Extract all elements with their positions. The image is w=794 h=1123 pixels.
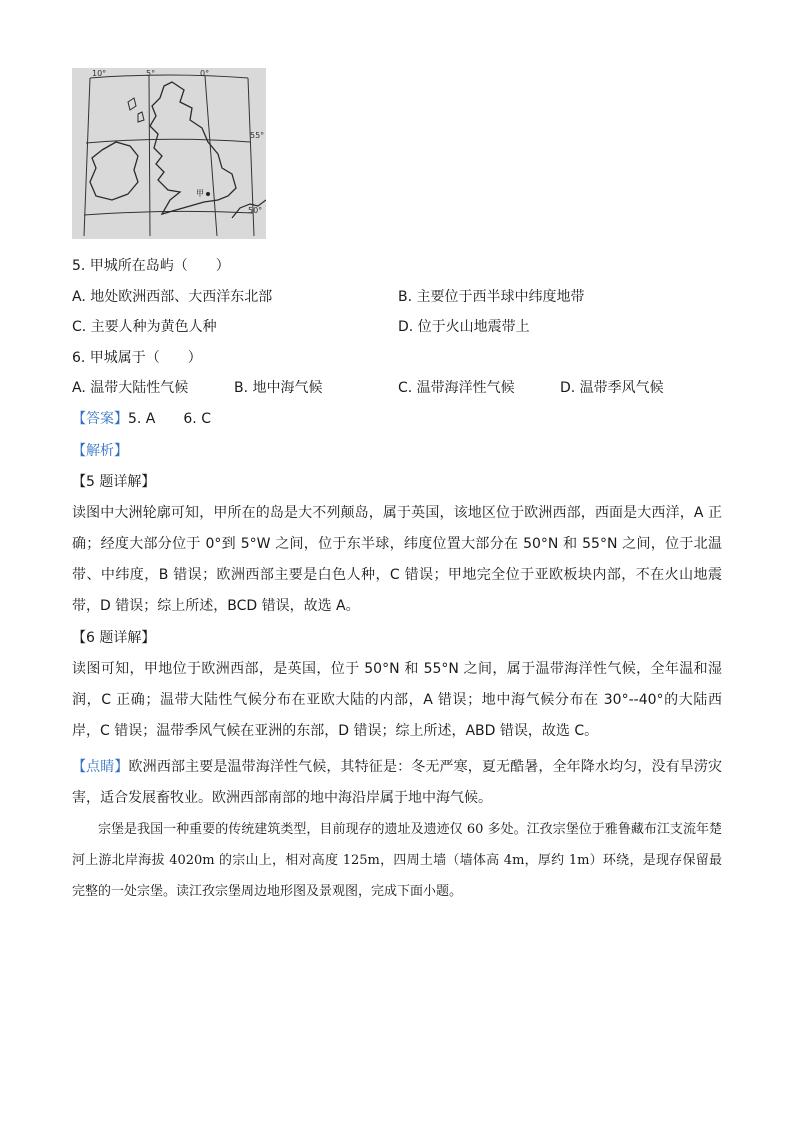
lat-label-50: 50° [248,206,263,215]
q6-option-d: D. 温带季风气候 [560,380,664,396]
tip-tag: 【点睛】 [72,759,129,775]
lon-label-0: 0° [200,69,210,78]
parallel-55n [86,139,250,143]
answer-text: 5. A 6. C [128,411,211,427]
detail6-body: 读图可知，甲地位于欧洲西部，是英国，位于 50°N 和 55°N 之间，属于温带海洋性气候，全年温和湿润，C 正确；温带大陆性气候分布在亚欧大陆的内部，A 错误；地中海气候分布在 30°--40°的大陆西岸，C 错误；温带季风气候在亚洲的东部，D 错误；综上所述，ABD 错误，故选 C。 [72,661,722,739]
tip-paragraph [72,752,722,814]
material-paragraph: 宗堡是我国一种重要的传统建筑类型，目前现存的遗址及遗迹仅 60 多处。江孜宗堡位于雅鲁藏布江支流年楚河上游北岸海拔 4020m 的宗山上，相对高度 125m，四周土墙（墙体高 4m，厚约 1m）环绕，是现存保留最完整的一处宗堡。读江孜宗堡周边地形图及景观图，完成下面小题。 [72,822,722,899]
meridian-10w [84,78,90,236]
detail5-title: 【5 题详解】 [72,474,156,490]
city-marker [206,192,210,196]
british-isles-map [72,68,266,239]
lat-label-55: 55° [250,131,265,140]
tip-body: 欧洲西部主要是温带海洋性气候，其特征是：冬无严寒，夏无酷暑，全年降水均匀，没有旱涝灾害，适合发展畜牧业。欧洲西部南部的地中海沿岸属于地中海气候。 [72,759,723,806]
q6-option-c: C. 温带海洋性气候 [398,380,515,396]
q6-option-a: A. 温带大陆性气候 [72,380,189,396]
detail5-body: 读图中大洲轮廓可知，甲所在的岛是大不列颠岛，属于英国，该地区位于欧洲西部，西面是大西洋，A 正确；经度大部分位于 0°到 5°W 之间，位于东半球，纬度位置大部分在 50°N 和 55°N 之间，位于北温带、中纬度，B 错误；欧洲西部主要是白色人种，C 错误；甲地完全位于亚欧板块内部，不在火山地震带，D 错误；综上所述，BCD 错误，故选 A。 [72,505,722,614]
ireland-outline [90,142,138,200]
q5-stem: 5. 甲城所在岛屿（ ） [72,258,230,274]
q6-stem: 6. 甲城属于（ ） [72,350,202,366]
map-top-border [90,75,248,78]
island-skye [138,112,144,122]
q5-option-b: B. 主要位于西半球中纬度地带 [398,289,585,305]
city-label: 甲 [196,189,204,198]
q5-option-a: A. 地处欧洲西部、大西洋东北部 [72,289,273,305]
answer-line [72,409,211,429]
analysis-tag: 【解析】 [72,443,128,459]
lon-label-10: 10° [92,69,107,78]
q5-option-c: C. 主要人种为黄色人种 [72,319,217,335]
great-britain-outline [150,82,236,214]
q5-option-d: D. 位于火山地震带上 [398,319,530,335]
island-hebrides [128,98,136,110]
detail6-title: 【6 题详解】 [72,630,156,646]
lon-label-5: 5° [146,69,156,78]
map-figure [72,68,266,239]
q6-option-b: B. 地中海气候 [234,380,323,396]
answer-tag: 【答案】 [72,411,128,427]
